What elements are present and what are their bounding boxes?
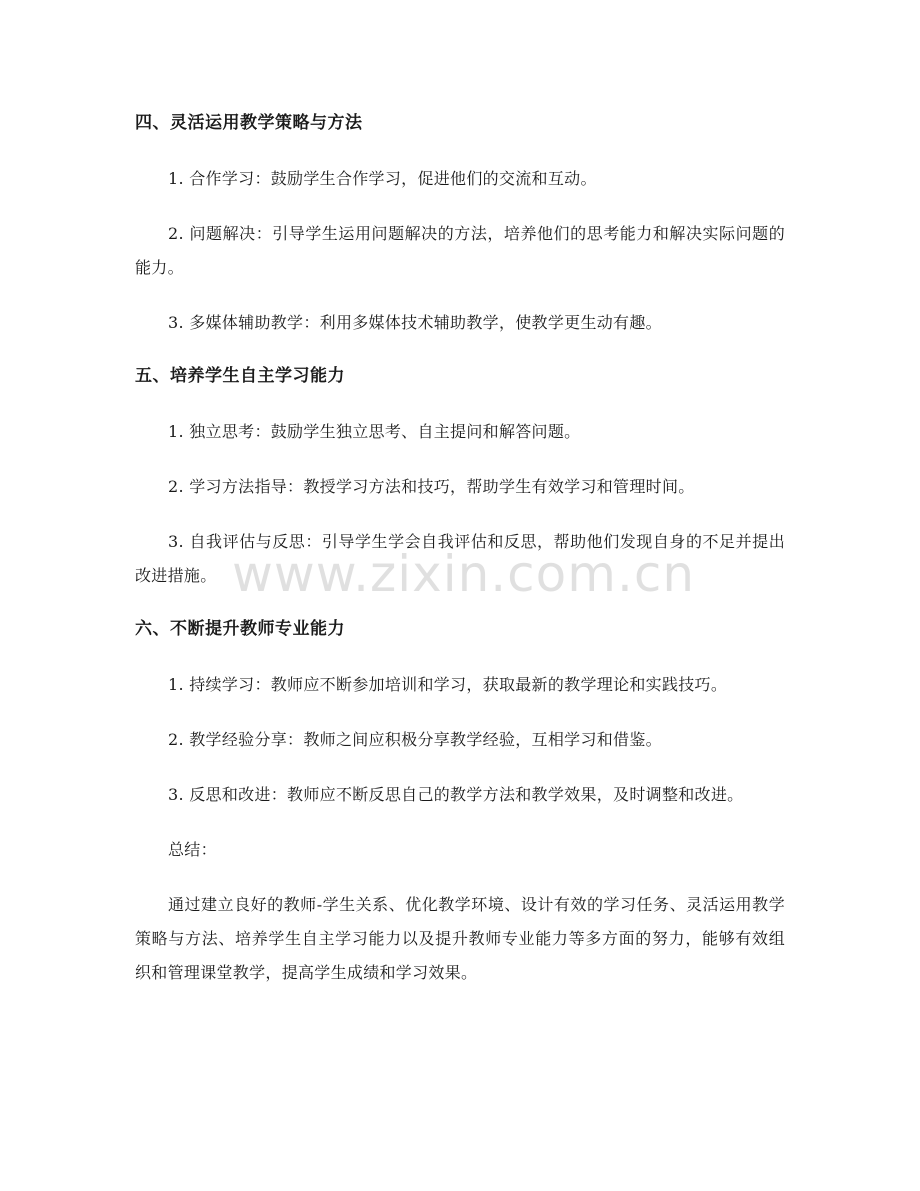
section-6-item-3: 3. 反思和改进：教师应不断反思自己的教学方法和教学效果，及时调整和改进。 bbox=[168, 785, 744, 804]
section-4-item-2: 2. 问题解决：引导学生运用问题解决的方法，培养他们的思考能力和解决实际问题的能力。 bbox=[135, 224, 785, 277]
section-heading-5: 五、培养学生自主学习能力 bbox=[135, 366, 345, 386]
section-4-item-1: 1. 合作学习：鼓励学生合作学习，促进他们的交流和互动。 bbox=[168, 169, 597, 188]
section-heading-4: 四、灵活运用教学策略与方法 bbox=[135, 113, 363, 133]
section-4-item-3: 3. 多媒体辅助教学：利用多媒体技术辅助教学，使教学更生动有趣。 bbox=[168, 313, 662, 332]
section-6-item-2: 2. 教学经验分享：教师之间应积极分享教学经验，互相学习和借鉴。 bbox=[168, 730, 662, 749]
watermark: www.zixin.com.cn bbox=[232, 545, 696, 603]
section-heading-6: 六、不断提升教师专业能力 bbox=[135, 619, 345, 639]
summary-text: 通过建立良好的教师-学生关系、优化教学环境、设计有效的学习任务、灵活运用教学策略与方法、培养学生自主学习能力以及提升教师专业能力等多方面的努力，能够有效组织和管理课堂教学，提高学生成绩和学习效果。 bbox=[135, 895, 785, 982]
section-5-item-2: 2. 学习方法指导：教授学习方法和技巧，帮助学生有效学习和管理时间。 bbox=[168, 477, 695, 496]
section-6-item-1: 1. 持续学习：教师应不断参加培训和学习，获取最新的教学理论和实践技巧。 bbox=[168, 675, 728, 694]
document-body bbox=[135, 108, 785, 1011]
section-5-item-1: 1. 独立思考：鼓励学生独立思考、自主提问和解答问题。 bbox=[168, 422, 581, 441]
section-5-item-3: 3. 自我评估与反思：引导学生学会自我评估和反思，帮助他们发现自身的不足并提出改进措施。 bbox=[135, 532, 785, 585]
summary-label: 总结： bbox=[168, 840, 217, 859]
